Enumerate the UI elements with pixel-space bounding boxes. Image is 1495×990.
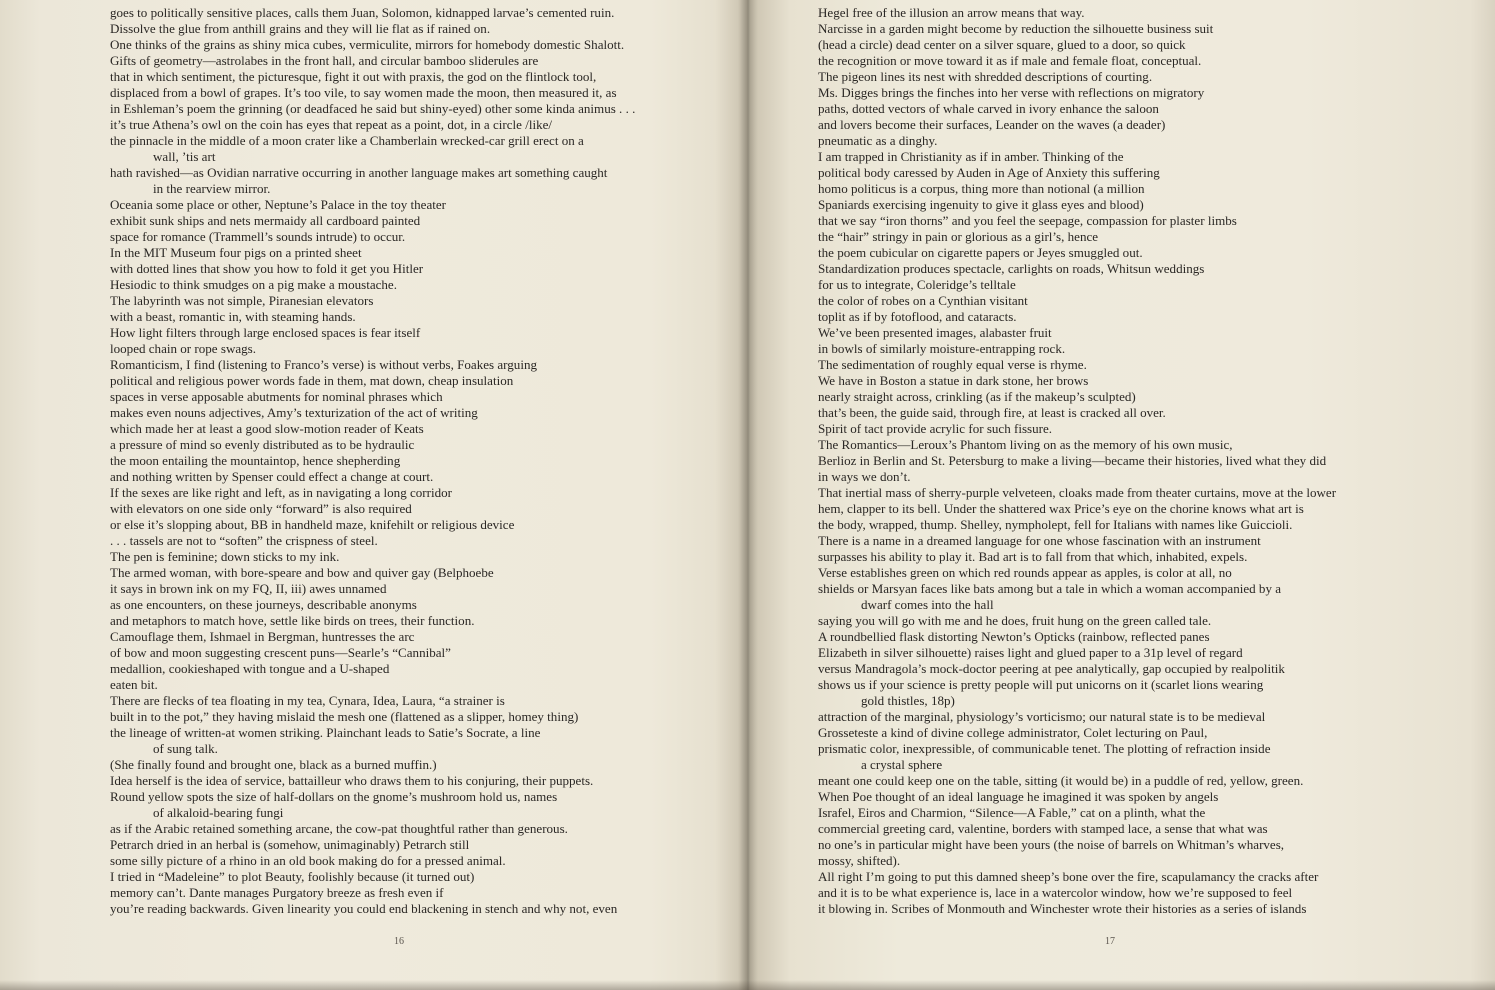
text-line: the lineage of written-at women striking. Plainchant leads to Satie’s Socrate, a line (110, 725, 541, 740)
text-line: and nothing written by Spenser could effect a change at court. (110, 469, 434, 484)
text-line: We’ve been presented images, alabaster fruit (818, 325, 1052, 340)
text-line: political body caressed by Auden in Age of Anxiety this suffering (818, 165, 1160, 180)
text-line: The Romantics—Leroux’s Phantom living on as the memory of his own music, (818, 437, 1233, 452)
text-line: looped chain or rope swags. (110, 341, 257, 356)
text-line: a crystal sphere (861, 757, 943, 772)
text-line: I tried in “Madeleine” to plot Beauty, foolishly because (it turned out) (110, 869, 475, 884)
text-line: All right I’m going to put this damned sheep’s bone over the fire, scapulamancy the cracks after (818, 869, 1319, 884)
text-line: Berlioz in Berlin and St. Petersburg to make a living—became their histories, lived what they did (818, 453, 1327, 468)
text-line: paths, dotted vectors of whale carved in ivory enhance the saloon (818, 101, 1159, 116)
text-line: in ways we don’t. (818, 469, 911, 484)
left-page-number: 16 (394, 936, 404, 947)
text-line: meant one could keep one on the table, sitting (it would be) in a puddle of red, yellow, green. (818, 773, 1304, 788)
text-line: The sedimentation of roughly equal verse is rhyme. (818, 357, 1087, 372)
text-line: prismatic color, inexpressible, of communicable tenet. The plotting of refraction inside (818, 741, 1271, 756)
text-line: Hesiodic to think smudges on a pig make a moustache. (110, 277, 397, 292)
text-line: There are flecks of tea floating in my tea, Cynara, Idea, Laura, “a strainer is (110, 693, 505, 708)
text-line: Grosseteste a kind of divine college administrator, Colet lecturing on Paul, (818, 725, 1208, 740)
text-line: Verse establishes green on which red rounds appear as apples, is color at all, no (818, 565, 1232, 580)
text-line: as one encounters, on these journeys, describable anonyms (110, 597, 417, 612)
text-line: Petrarch dried in an herbal is (somehow, unimaginably) Petrarch still (110, 837, 470, 852)
text-line: The armed woman, with bore-speare and bow and quiver gay (Belphoebe (110, 565, 494, 580)
text-line: some silly picture of a rhino in an old book making do for a pressed animal. (110, 853, 506, 868)
text-line: Spaniards exercising ingenuity to give it glass eyes and blood) (818, 197, 1144, 212)
text-line: it blowing in. Scribes of Monmouth and Winchester wrote their histories as a series of islands (818, 901, 1307, 916)
text-line: Gifts of geometry—astrolabes in the front hall, and circular bamboo sliderules are (110, 53, 539, 68)
text-line: Camouflage them, Ishmael in Bergman, huntresses the arc (110, 629, 415, 644)
text-line: I am trapped in Christianity as if in amber. Thinking of the (818, 149, 1124, 164)
text-line: mossy, shifted). (818, 853, 901, 868)
right-page (748, 0, 1495, 990)
text-line: exhibit sunk ships and nets mermaidy all cardboard painted (110, 213, 421, 228)
text-line: attraction of the marginal, physiology’s vorticismo; our natural state is to be medieval (818, 709, 1266, 724)
text-line: the poem cubicular on cigarette papers or Jeyes smuggled out. (818, 245, 1143, 260)
text-line: Idea herself is the idea of service, battailleur who draws them to his conjuring, their puppets. (110, 773, 594, 788)
text-line: shows us if your science is pretty people will put unicorns on it (scarlet lions wearing (818, 677, 1264, 692)
text-line: a pressure of mind so evenly distributed as to be hydraulic (110, 437, 415, 452)
text-line: with dotted lines that show you how to fold it get you Hitler (110, 261, 424, 276)
text-line: There is a name in a dreamed language for one whose fascination with an instrument (818, 533, 1261, 548)
text-line: with a beast, romantic in, with steaming hands. (110, 309, 356, 324)
text-line: displaced from a bowl of grapes. It’s too vile, to say women made the moon, then measured it, as (110, 85, 617, 100)
text-line: goes to politically sensitive places, calls them Juan, Solomon, kidnapped larvae’s cemented ruin. (110, 5, 615, 20)
text-line: hath ravished—as Ovidian narrative occurring in another language makes art something caught (110, 165, 608, 180)
text-line: Spirit of tact provide acrylic for such fissure. (818, 421, 1053, 436)
text-line: surpasses his ability to play it. Bad art is to fall from that which, inhabited, expels. (818, 549, 1248, 564)
text-line: of sung talk. (153, 741, 218, 756)
text-line: it’s true Athena’s owl on the coin has eyes that repeat as a point, dot, in a circle /like/ (110, 117, 553, 132)
text-line: commercial greeting card, valentine, borders with stamped lace, a sense that what was (818, 821, 1268, 836)
page-bottom-edge (0, 980, 1495, 990)
text-line: the color of robes on a Cynthian visitant (818, 293, 1028, 308)
text-line: homo politicus is a corpus, thing more than notional (a million (818, 181, 1145, 196)
text-line: of bow and moon suggesting crescent puns—Searle’s “Cannibal” (110, 645, 451, 660)
text-line: the “hair” stringy in pain or glorious as a girl’s, hence (818, 229, 1099, 244)
text-line: in Eshleman’s poem the grinning (or deadfaced he said but shiny-eyed) other some kinda animus . . . (110, 101, 636, 116)
text-line: in the rearview mirror. (153, 181, 271, 196)
text-line: We have in Boston a statue in dark stone, her brows (818, 373, 1089, 388)
text-line: Israfel, Eiros and Charmion, “Silence—A Fable,” cat on a plinth, what the (818, 805, 1206, 820)
text-line: in bowls of similarly moisture-entrapping rock. (818, 341, 1066, 356)
text-line: Narcisse in a garden might become by reduction the silhouette business suit (818, 21, 1214, 36)
text-line: Round yellow spots the size of half-dollars on the gnome’s mushroom hold us, names (110, 789, 558, 804)
text-line: or else it’s slopping about, BB in handheld maze, knifehilt or religious device (110, 517, 515, 532)
text-line: When Poe thought of an ideal language he imagined it was spoken by angels (818, 789, 1219, 804)
text-line: Ms. Digges brings the finches into her verse with reflections on migratory (818, 85, 1205, 100)
text-line: the moon entailing the mountaintop, hence shepherding (110, 453, 401, 468)
text-line: (She finally found and brought one, black as a burned muffin.) (110, 757, 437, 772)
text-line: and it is to be what experience is, lace in a watercolor window, how we’re supposed to feel (818, 885, 1293, 900)
text-line: wall, ’tis art (153, 149, 216, 164)
text-line: as if the Arabic retained something arcane, the cow-pat thoughtful rather than generous. (110, 821, 568, 836)
text-line: If the sexes are like right and left, as in navigating a long corridor (110, 485, 453, 500)
text-line: makes even nouns adjectives, Amy’s texturization of the act of writing (110, 405, 478, 420)
text-line: for us to integrate, Coleridge’s telltale (818, 277, 1016, 292)
text-line: the recognition or move toward it as if male and female float, conceptual. (818, 53, 1202, 68)
text-line: Standardization produces spectacle, carlights on roads, Whitsun weddings (818, 261, 1205, 276)
text-line: the pinnacle in the middle of a moon crater like a Chamberlain wrecked-car grill erect on a (110, 133, 584, 148)
text-line: shields or Marsyan faces like bats among but a tale in which a woman accompanied by a (818, 581, 1282, 596)
text-line: How light filters through large enclosed spaces is fear itself (110, 325, 421, 340)
text-line: it says in brown ink on my FQ, II, iii) awes unnamed (110, 581, 387, 596)
text-line: no one’s in particular might have been yours (the noise of barrels on Whitman’s wharves, (818, 837, 1285, 852)
text-line: That inertial mass of sherry-purple velveteen, cloaks made from theater curtains, move at the lower (818, 485, 1337, 500)
text-line: built in to the pot,” they having mislaid the mesh one (flattened as a slipper, homey thing) (110, 709, 579, 724)
text-line: Romanticism, I find (listening to Franco’s verse) is without verbs, Foakes arguing (110, 357, 537, 372)
text-line: medallion, cookieshaped with tongue and a U-shaped (110, 661, 390, 676)
text-line: that in which sentiment, the picturesque, fight it out with praxis, the god on the flintlock tool, (110, 69, 597, 84)
text-line: and metaphors to match hove, settle like birds on trees, their function. (110, 613, 475, 628)
text-line: eaten bit. (110, 677, 158, 692)
text-line: A roundbellied flask distorting Newton’s Opticks (rainbow, reflected panes (818, 629, 1210, 644)
text-line: (head a circle) dead center on a silver square, glued to a door, so quick (818, 37, 1186, 52)
text-line: which made her at least a good slow-motion reader of Keats (110, 421, 424, 436)
text-line: dwarf comes into the hall (861, 597, 994, 612)
text-line: you’re reading backwards. Given linearity you could end blackening in stench and why not, even (110, 901, 618, 916)
text-line: The pen is feminine; down sticks to my ink. (110, 549, 340, 564)
book-gutter (738, 0, 758, 990)
text-line: Hegel free of the illusion an arrow means that way. (818, 5, 1085, 20)
text-line: that we say “iron thorns” and you feel the seepage, compassion for plaster limbs (818, 213, 1237, 228)
text-line: The labyrinth was not simple, Piranesian elevators (110, 293, 374, 308)
text-line: with elevators on one side only “forward” is also required (110, 501, 412, 516)
text-line: gold thistles, 18p) (861, 693, 955, 708)
text-line: space for romance (Trammell’s sounds intrude) to occur. (110, 229, 406, 244)
left-page-text (110, 5, 735, 917)
text-line: Dissolve the glue from anthill grains and they will lie flat as if rained on. (110, 21, 491, 36)
text-line: saying you will go with me and he does, fruit hung on the green called tale. (818, 613, 1212, 628)
right-page-number: 17 (1105, 936, 1115, 947)
left-page (0, 0, 745, 990)
text-line: hem, clapper to its bell. Under the shattered wax Price’s eye on the chorine knows what art is (818, 501, 1304, 516)
text-line: memory can’t. Dante manages Purgatory breeze as fresh even if (110, 885, 444, 900)
text-line: that’s been, the guide said, through fire, at least is cracked all over. (818, 405, 1166, 420)
text-line: spaces in verse apposable abutments for nominal phrases which (110, 389, 443, 404)
text-line: . . . tassels are not to “soften” the crispness of steel. (110, 533, 378, 548)
text-line: One thinks of the grains as shiny mica cubes, vermiculite, mirrors for homebody domestic Shalott. (110, 37, 625, 52)
text-line: nearly straight across, crinkling (as if the makeup’s sculpted) (818, 389, 1136, 404)
text-line: pneumatic as a dinghy. (818, 133, 938, 148)
text-line: political and religious power words fade in them, mat down, cheap insulation (110, 373, 514, 388)
text-line: versus Mandragola’s mock-doctor peering at pee analytically, gap occupied by realpolitik (818, 661, 1285, 676)
text-line: The pigeon lines its nest with shredded descriptions of courting. (818, 69, 1153, 84)
text-line: of alkaloid-bearing fungi (153, 805, 284, 820)
text-line: Oceania some place or other, Neptune’s Palace in the toy theater (110, 197, 447, 212)
text-line: In the MIT Museum four pigs on a printed sheet (110, 245, 362, 260)
text-line: Elizabeth in silver silhouette) raises light and glued paper to a 31p level of regard (818, 645, 1243, 660)
text-line: the body, wrapped, thump. Shelley, nympholept, fell for Italians with names like Guiccioli. (818, 517, 1293, 532)
right-page-text (818, 5, 1478, 917)
text-line: and lovers become their surfaces, Leander on the waves (a deader) (818, 117, 1166, 132)
text-line: toplit as if by fotoflood, and cataracts. (818, 309, 1017, 324)
